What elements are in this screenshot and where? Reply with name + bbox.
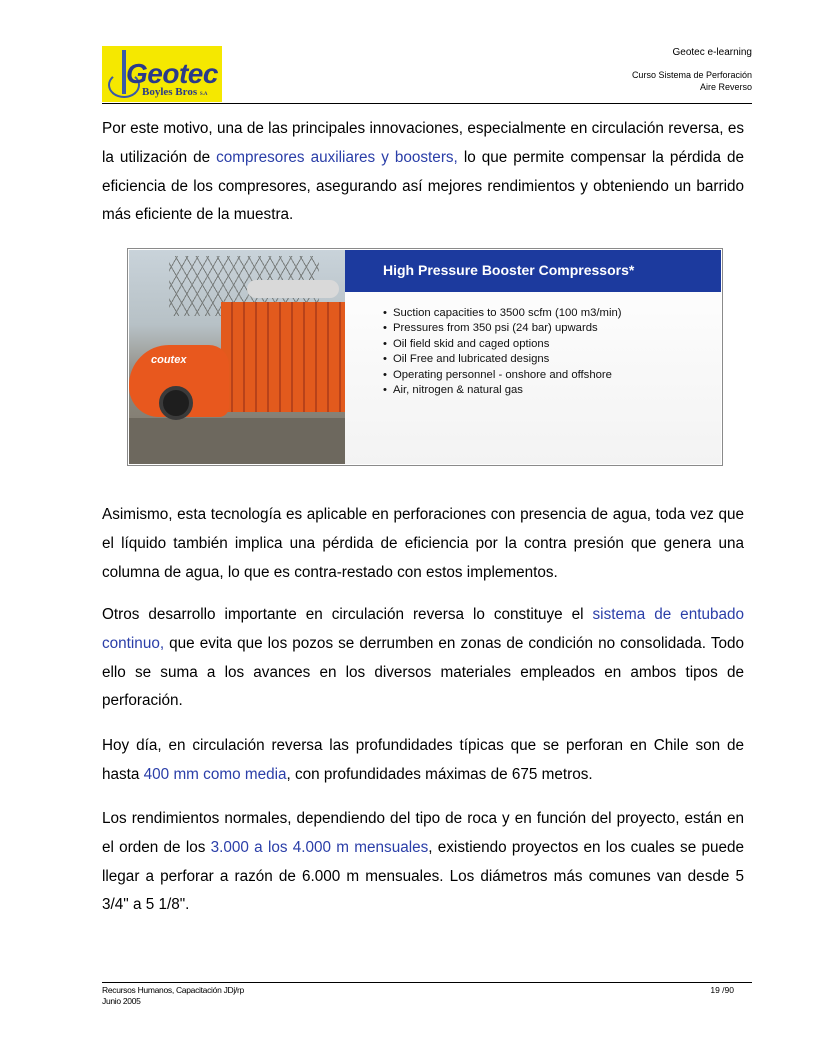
- bullet-item: • Oil Free and lubricated designs: [383, 352, 622, 367]
- footer-divider: [102, 982, 752, 983]
- highlight-depth: 400 mm como media: [143, 765, 287, 783]
- logo-brand-text: Geotec: [126, 58, 218, 89]
- photo-wheel: [159, 386, 193, 420]
- photo-ground: [129, 418, 345, 464]
- photo-compressor-cage: [221, 302, 345, 412]
- company-logo: [102, 46, 222, 102]
- photo-tank-label: coutex: [151, 354, 187, 366]
- page-number: 19 /90: [710, 985, 734, 995]
- bullet-item: • Operating personnel - onshore and offshore: [383, 368, 622, 383]
- bullet-item: • Pressures from 350 psi (24 bar) upwards: [383, 321, 622, 336]
- paragraph-1: Por este motivo, una de las principales innovaciones, especialmente en circulación reversa, es la utilización de compresores auxiliares y boosters, lo que permite compensar la pérdida de eficiencia de los compresores, asegurando así mejores rendimientos y obteniendo un barrido más eficiente de la muestra.: [102, 120, 744, 224]
- figure-bullet-list: [383, 306, 622, 398]
- figure-spec-panel: [345, 250, 721, 464]
- highlight-compressors: compresores auxiliares y boosters,: [216, 148, 458, 166]
- figure-title-bar: [345, 250, 721, 290]
- bullet-item: • Air, nitrogen & natural gas: [383, 383, 622, 398]
- header-course-platform: Geotec e-learning: [672, 47, 752, 58]
- photo-cylinder: [247, 280, 339, 298]
- logo-sub-text: Boyles Bros S.A: [142, 86, 208, 98]
- paragraph-3: Otros desarrollo importante en circulación reversa lo constituye el sistema de entubado continuo, que evita que los pozos se derrumben en zonas de condición no consolidada. Todo ello se suma a los avances en los diversos materiales empleados en ambos tipos de perforación.: [102, 606, 744, 710]
- paragraph-2: Asimismo, esta tecnología es aplicable en perforaciones con presencia de agua, toda vez que el líquido también implica una pérdida de eficiencia por la contra presión que genera una columna de agua, lo que es contra-restado con estos implementos.: [102, 506, 744, 581]
- booster-compressor-figure: [127, 248, 723, 466]
- header-info: [632, 47, 752, 93]
- figure-title: High Pressure Booster Compressors*: [383, 262, 635, 278]
- compressor-photo: [129, 250, 345, 464]
- highlight-output: 3.000 a los 4.000 m mensuales: [210, 838, 429, 856]
- header-divider: [102, 103, 752, 104]
- header-course-name: Curso Sistema de Perforación: [631, 70, 752, 80]
- paragraph-5: Los rendimientos normales, dependiendo del tipo de roca y en función del proyecto, están en el orden de los 3.000 a los 4.000 m mensuales, existiendo proyectos en los cuales se puede llegar a perforar a razón de 6.000 m mensuales. Los diámetros más comunes van desde 5 3/4" a 5 1/8".: [102, 810, 744, 914]
- footer-date: Junio 2005: [102, 996, 141, 1006]
- paragraph-4: Hoy día, en circulación reversa las profundidades típicas que se perforan en Chile son de hasta 400 mm como media, con profundidades máximas de 675 metros.: [102, 737, 744, 783]
- footer-department: Recursos Humanos, Capacitación JDj/rp: [102, 985, 244, 995]
- footer-credits: [102, 985, 244, 1007]
- bullet-item: • Suction capacities to 3500 scfm (100 m3/min): [383, 306, 622, 321]
- highlight-entubado: sistema de entubado continuo,: [102, 606, 744, 652]
- figure-title-rule: [345, 290, 721, 292]
- header-course-topic: Aire Reverso: [699, 82, 752, 92]
- bullet-item: • Oil field skid and caged options: [383, 337, 622, 352]
